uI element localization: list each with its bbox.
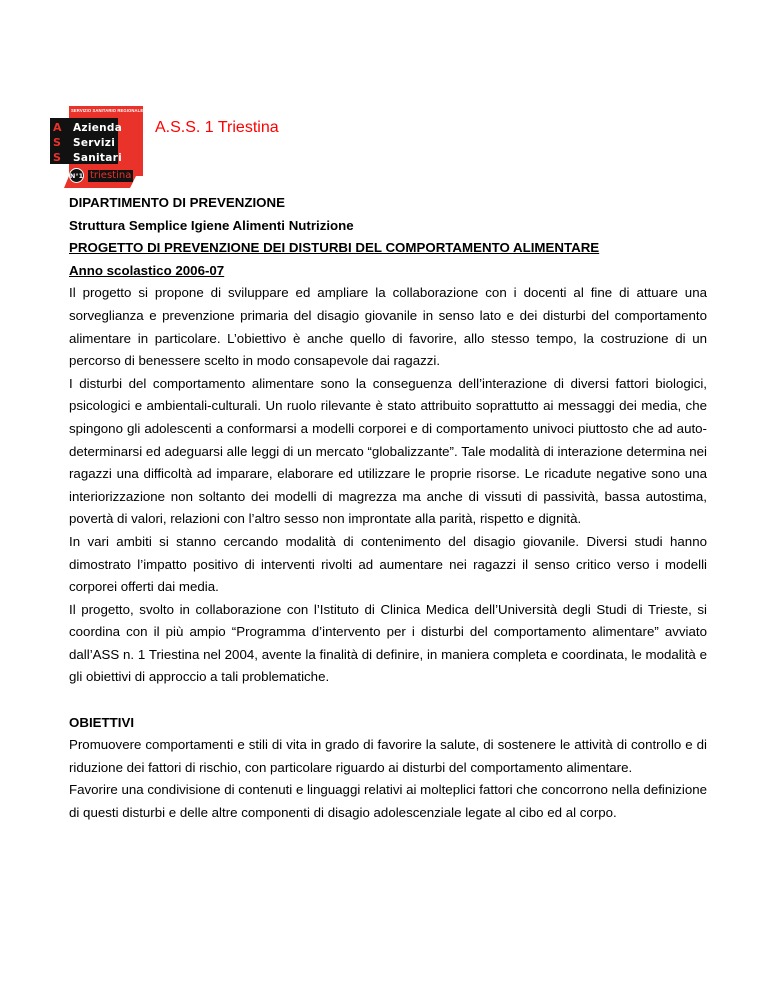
objective-item: Favorire una condivisione di contenuti e linguaggi relativi ai molteplici fattori che concorrono nella definizione di questi disturbi e delle altre componenti di disagio adolescenziale legate al cibo ed al corpo. [69, 782, 707, 821]
logo-letter: A [53, 121, 62, 134]
logo-city-label: triestina [90, 170, 132, 181]
paragraph: Il progetto si propone di sviluppare ed ampliare la collaborazione con i docenti al fine di attuare una sorveglianza e prevenzione primaria del disagio giovanile in senso lato e dei disturbi del comportamento alimentare in particolare. L’obiettivo è anche quello di favorire, allo stesso tempo, la costruzione di un percorso di benessere scelto in modo consapevole dai ragazzi. [69, 285, 707, 369]
logo-top-strip-text: SERVIZIO SANITARIO REGIONALE [71, 108, 144, 113]
structure-heading: Struttura Semplice Igiene Alimenti Nutrizione [69, 217, 354, 233]
objective-item: Promuovere comportamenti e stili di vita in grado di favorire la salute, di sostenere le attività di controllo e di riduzione dei fattori di rischio, con particolare riguardo ai disturbi del comportamento alimentare. [69, 737, 707, 775]
ass-logo [50, 106, 144, 190]
logo-ass-letters [53, 120, 63, 165]
logo-letter: S [53, 151, 61, 164]
department-heading: DIPARTIMENTO DI PREVENZIONE [69, 195, 285, 210]
school-year: Anno scolastico 2006-07 [69, 262, 225, 278]
organization-title: A.S.S. 1 Triestina [155, 119, 279, 136]
logo-word: Azienda [73, 122, 123, 134]
logo-letter: S [53, 136, 61, 149]
logo-word: Servizi [73, 137, 116, 149]
paragraph: Il progetto, svolto in collaborazione con l’Istituto di Clinica Medica dell’Università degli Studi di Trieste, si coordina con il più ampio “Programma d’intervento per i disturbi del comportamento alimentare” avviato dall’ASS n. 1 Triestina nel 2004, avente la finalità di definire, in maniera completa e coordinata, le modalità e gli obiettivi di approccio a tali problematiche. [69, 601, 707, 685]
paragraph: In vari ambiti si stanno cercando modalità di contenimento del disagio giovanile. Diversi studi hanno dimostrato l’impatto positivo di interventi rivolti ad aumentare nei ragazzi il senso critico verso i modelli corporei offerti dai media. [69, 533, 707, 595]
logo-words [73, 121, 122, 166]
paragraph: I disturbi del comportamento alimentare sono la conseguenza dell’interazione di diversi fattori biologici, psicologici e ambientali-culturali. Un ruolo rilevante è stato attribuito soprattutto ai messaggi dei media, che spingono gli adolescenti a conformarsi a modelli corporei e di comportamento univoci piuttosto che ad auto-determinarsi ed adeguarsi alle leggi di un mercato “globalizzante”. Tale modalità di interazione determina nei ragazzi una difficoltà ad imparare, elaborare ed utilizzare le proprie risorse. Le ricadute negative sono una interiorizzazione non soltanto dei modelli di magrezza ma anche di vissuti di passività, bassa autostima, povertà di valori, relazioni con l’altro sesso non improntate alla parità, rispetto e dignità. [69, 375, 707, 527]
section-spacer [69, 689, 707, 712]
objectives-heading: OBIETTIVI [69, 714, 135, 730]
logo-number-badge: N°1 [69, 168, 84, 183]
logo-word: Sanitari [73, 152, 123, 164]
document-body [69, 192, 707, 825]
project-title: PROGETTO DI PREVENZIONE DEI DISTURBI DEL COMPORTAMENTO ALIMENTARE [69, 240, 600, 256]
